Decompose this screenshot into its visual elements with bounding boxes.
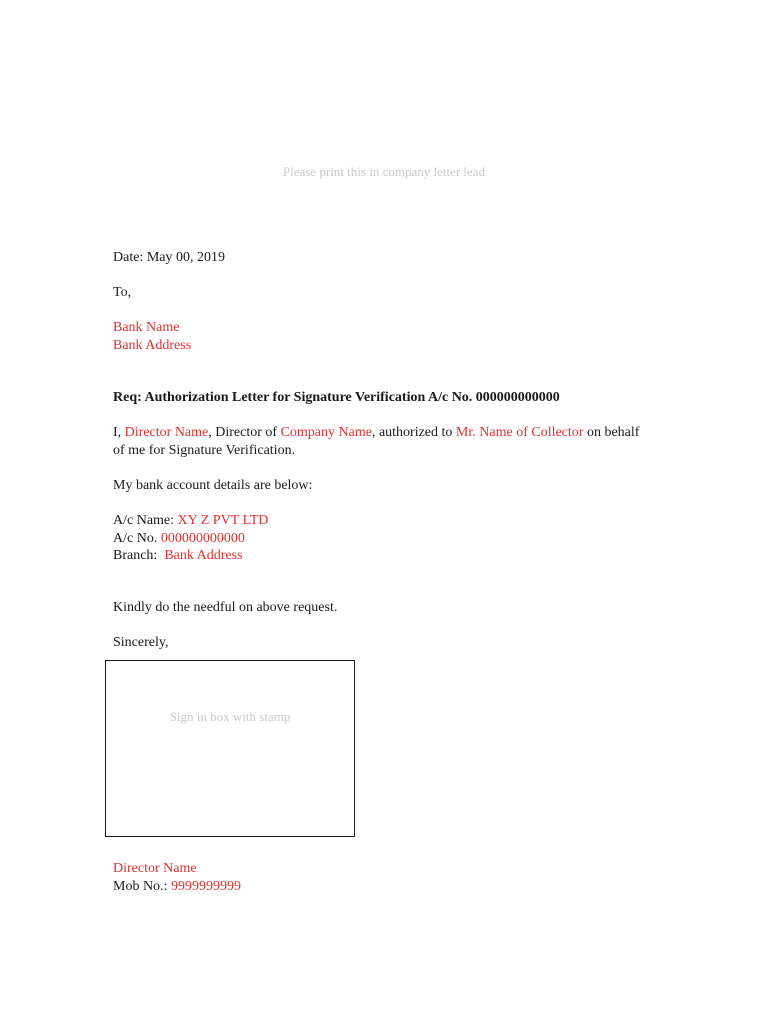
mobile-label: Mob No.: (113, 879, 171, 894)
account-name-line (113, 512, 268, 530)
letterhead-hint: Please print this in company letter lead (282, 164, 486, 179)
account-name-value: XY Z PVT LTD (177, 513, 269, 528)
collector-name-placeholder: Mr. Name of Collector (455, 425, 584, 440)
letter-subject: Req: Authorization Letter for Signature Verification A/c No. 000000000000 (113, 390, 560, 405)
signature-box (105, 660, 355, 837)
branch-value: Bank Address (164, 548, 243, 563)
body-mid-2: , authorized to (371, 425, 456, 440)
request-line: Kindly do the needful on above request. (113, 600, 338, 615)
details-intro: My bank account details are below: (113, 478, 313, 493)
branch-label: Branch: (113, 548, 165, 563)
body-mid-1: , Director of (208, 425, 281, 440)
body-suffix: on behalf of me for Signature Verification. (113, 425, 640, 458)
mobile-value: 9999999999 (170, 879, 241, 894)
account-number-value: 000000000000 (160, 531, 245, 546)
signature-box-hint: Sign in box with stamp (169, 709, 291, 724)
signatory-mobile-line (113, 878, 241, 896)
authorization-paragraph (113, 424, 643, 460)
body-prefix: I, (113, 425, 125, 440)
account-name-label: A/c Name: (113, 513, 178, 528)
letter-date: Date: May 00, 2019 (113, 250, 225, 265)
salutation: To, (113, 285, 132, 300)
director-name-placeholder: Director Name (124, 425, 209, 440)
account-number-line (113, 530, 245, 548)
recipient-bank-name: Bank Name (113, 320, 180, 335)
closing: Sincerely, (113, 635, 169, 650)
company-name-placeholder: Company Name (280, 425, 372, 440)
recipient-bank-address: Bank Address (113, 338, 192, 353)
account-number-label: A/c No. (113, 531, 161, 546)
signatory-name: Director Name (113, 861, 197, 876)
branch-line (113, 547, 243, 565)
